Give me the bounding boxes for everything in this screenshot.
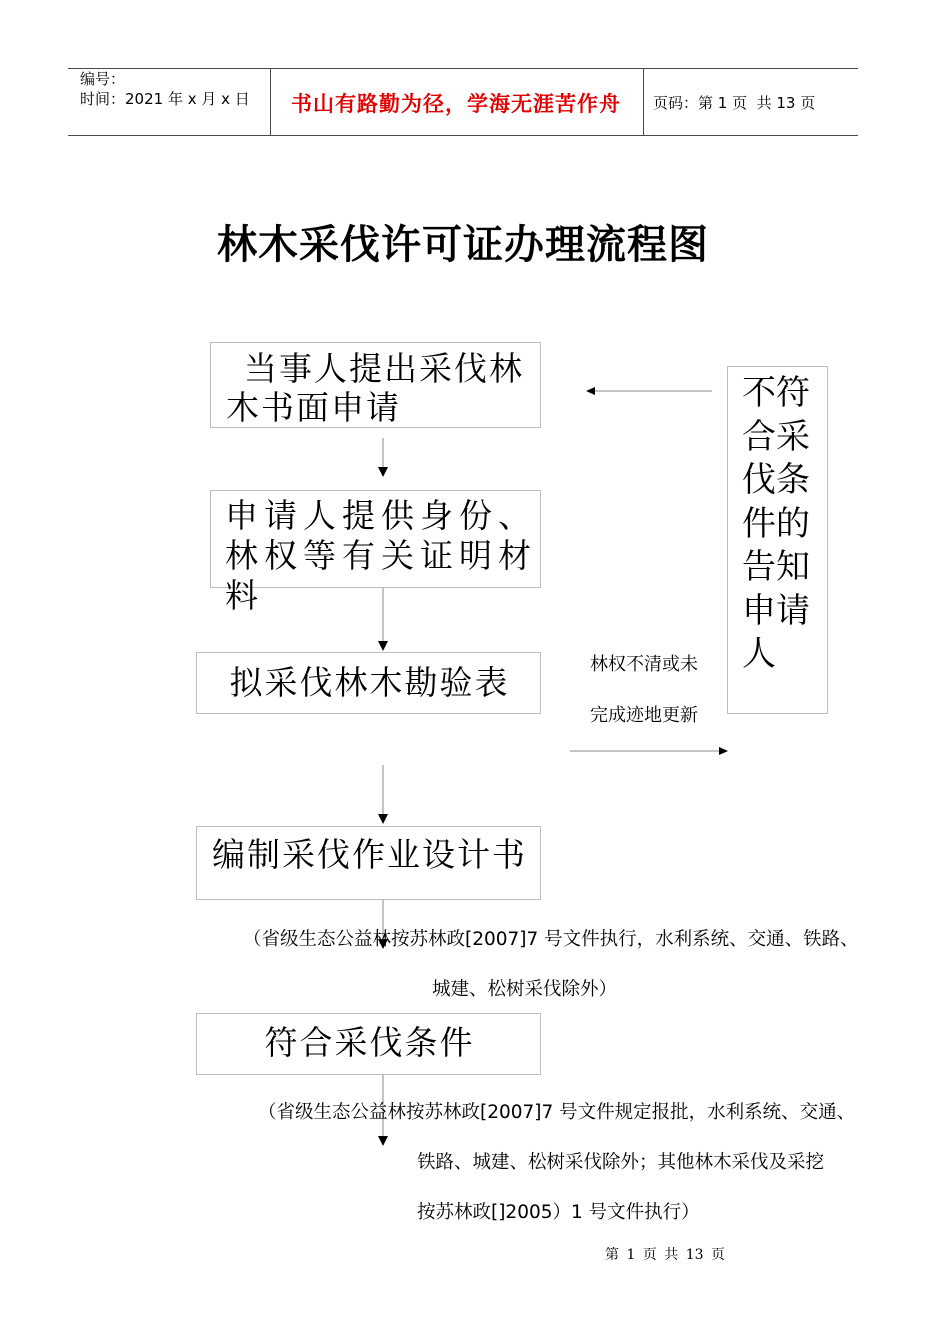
step-label-application: 当事人提出采伐林木书面申请 — [226, 349, 524, 427]
arrow-step3-to-step4 — [378, 765, 388, 824]
doc-number-label: 编号： — [80, 70, 126, 88]
header-motto: 书山有路勤为径，学海无涯苦作舟 — [291, 91, 621, 116]
note-2-line-1: （省级生态公益林按苏林政[2007]7 号文件规定报批，水利系统、交通、 — [258, 1102, 856, 1123]
step-box-application — [210, 342, 541, 428]
arrow-branch-right — [570, 747, 728, 755]
branch-label-line-1: 林权不清或未 — [590, 654, 698, 675]
note-2-line-2: 铁路、城建、松树采伐除外；其他林木采伐及采挖 — [417, 1152, 825, 1173]
note-1-line-2: 城建、松树采伐除外） — [432, 979, 618, 1000]
step-box-approved — [196, 1013, 541, 1075]
step-box-design — [196, 826, 541, 900]
arrow-step1-to-step2 — [378, 438, 388, 477]
rejection-box — [727, 366, 828, 714]
step-label-design: 编制采伐作业设计书 — [212, 835, 527, 874]
step-label-inspection: 拟采伐林木勘验表 — [229, 663, 510, 702]
branch-label-line-2: 完成迹地更新 — [590, 705, 698, 726]
footer-page-number: 第 1 页 共 13 页 — [605, 1247, 725, 1263]
note-1-line-1: （省级生态公益林按苏林政[2007]7 号文件执行，水利系统、交通、铁路、 — [243, 929, 859, 950]
step-box-inspection — [196, 652, 541, 714]
doc-date: 时间：2021 年 x 月 x 日 — [80, 90, 250, 108]
step-label-documents: 申请人提供身份、林权等有关证明材料 — [225, 496, 537, 615]
step-box-documents — [210, 490, 541, 615]
step-label-approved: 符合采伐条件 — [264, 1023, 475, 1062]
arrow-reject-to-step1 — [586, 387, 712, 395]
note-2-line-3: 按苏林政[]2005）1 号文件执行） — [417, 1202, 700, 1223]
rejection-label: 不符合采伐条件的告知申请人 — [742, 373, 810, 674]
header-page-info: 页码：第 1 页 共 13 页 — [653, 94, 816, 112]
page-title: 林木采伐许可证办理流程图 — [217, 222, 709, 268]
